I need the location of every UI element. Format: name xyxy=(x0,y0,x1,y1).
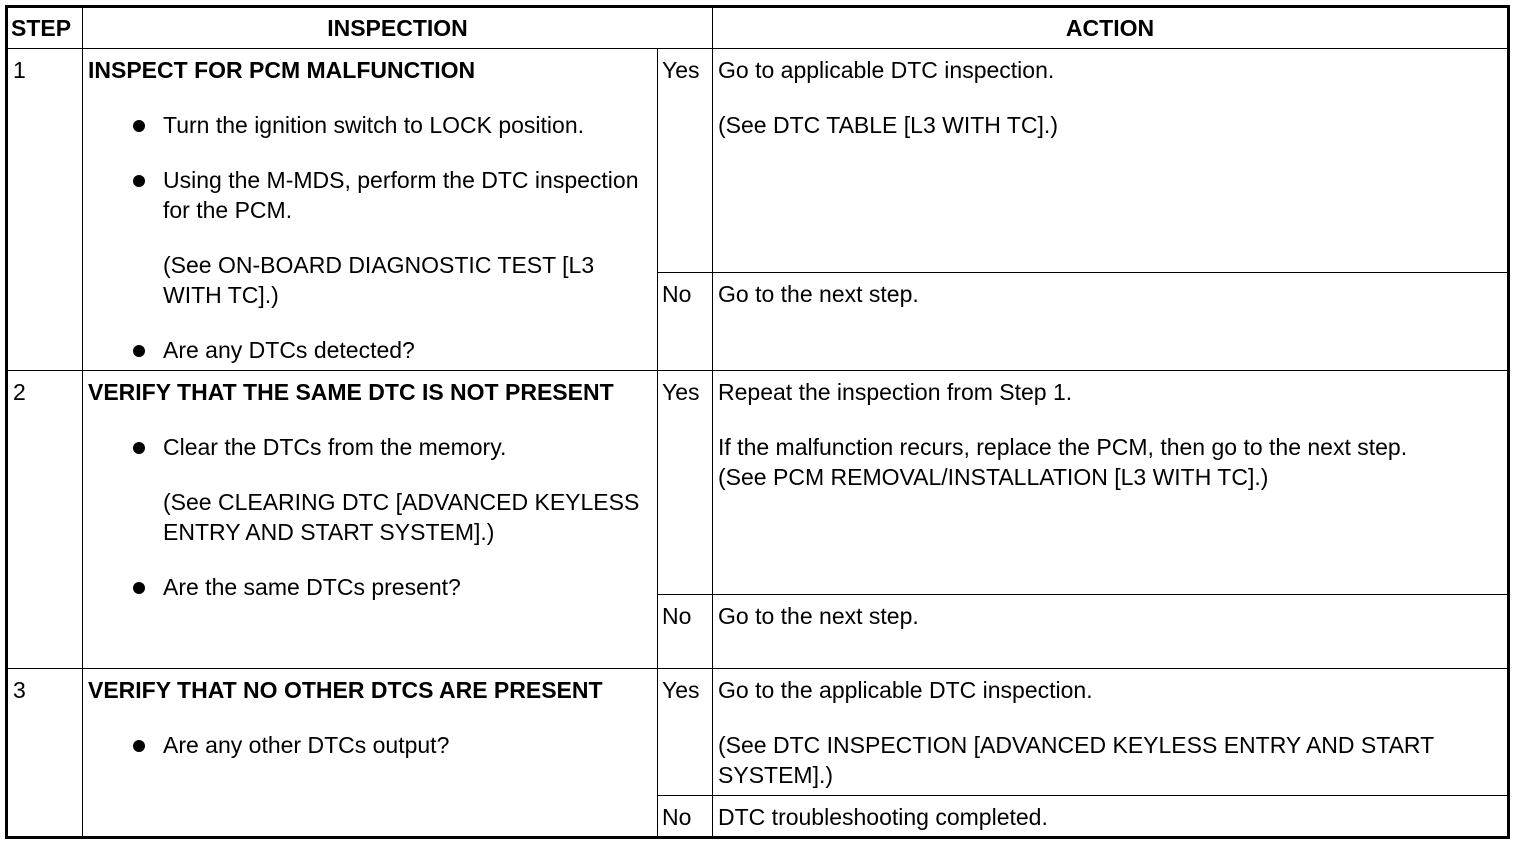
action-text: Go to applicable DTC inspection. xyxy=(718,57,1055,84)
action-reference: (See PCM REMOVAL/INSTALLATION [L3 WITH TC].) xyxy=(718,464,1269,491)
action-cell xyxy=(713,594,1509,668)
no-label: No xyxy=(658,795,713,837)
step-number: 1 xyxy=(7,49,83,371)
bullet-item: Are any DTCs detected? xyxy=(88,335,652,365)
bullet-item: Using the M-MDS, perform the DTC inspection for the PCM. xyxy=(88,165,652,225)
action-reference: (See DTC TABLE [L3 WITH TC].) xyxy=(718,112,1058,139)
inspection-title: INSPECT FOR PCM MALFUNCTION xyxy=(88,57,476,84)
action-text: DTC troubleshooting completed. xyxy=(718,803,1048,830)
inspection-title: VERIFY THAT THE SAME DTC IS NOT PRESENT xyxy=(88,379,614,406)
yes-label: Yes xyxy=(658,49,713,273)
no-label: No xyxy=(658,594,713,668)
action-text: Repeat the inspection from Step 1. xyxy=(718,379,1073,406)
reference-note: (See ON-BOARD DIAGNOSTIC TEST [L3 WITH TC].) xyxy=(163,252,595,309)
yes-label: Yes xyxy=(658,668,713,795)
bullet-item: Are the same DTCs present? xyxy=(88,572,652,602)
action-cell xyxy=(713,668,1509,795)
header-row xyxy=(7,7,1509,49)
step-3-yes-row xyxy=(7,668,1509,795)
inspection-cell xyxy=(83,371,658,668)
action-text: Go to the next step. xyxy=(718,281,919,308)
header-action: ACTION xyxy=(713,7,1509,49)
action-text: If the malfunction recurs, replace the PCM, then go to the next step. xyxy=(718,434,1408,461)
header-inspection: INSPECTION xyxy=(83,7,713,49)
no-label: No xyxy=(658,273,713,371)
action-cell xyxy=(713,49,1509,273)
step-number: 2 xyxy=(7,371,83,668)
bullet-item: Are any other DTCs output? xyxy=(88,730,652,760)
bullet-item: Clear the DTCs from the memory. xyxy=(88,432,652,462)
troubleshooting-table xyxy=(5,5,1510,839)
inspection-cell xyxy=(83,668,658,837)
step-number: 3 xyxy=(7,668,83,837)
step-2-yes-row xyxy=(7,371,1509,594)
action-cell xyxy=(713,371,1509,594)
reference-note: (See CLEARING DTC [ADVANCED KEYLESS ENTRY AND START SYSTEM].) xyxy=(163,489,640,546)
action-text: Go to the applicable DTC inspection. xyxy=(718,676,1093,703)
bullet-item: Turn the ignition switch to LOCK position. xyxy=(88,110,652,140)
inspection-cell xyxy=(83,49,658,371)
action-cell xyxy=(713,273,1509,371)
step-1-yes-row xyxy=(7,49,1509,273)
action-cell xyxy=(713,795,1509,837)
action-reference: (See DTC INSPECTION [ADVANCED KEYLESS ENTRY AND START SYSTEM].) xyxy=(718,731,1434,788)
inspection-title: VERIFY THAT NO OTHER DTCS ARE PRESENT xyxy=(88,676,603,703)
header-step: STEP xyxy=(7,7,83,49)
yes-label: Yes xyxy=(658,371,713,594)
action-text: Go to the next step. xyxy=(718,602,919,629)
